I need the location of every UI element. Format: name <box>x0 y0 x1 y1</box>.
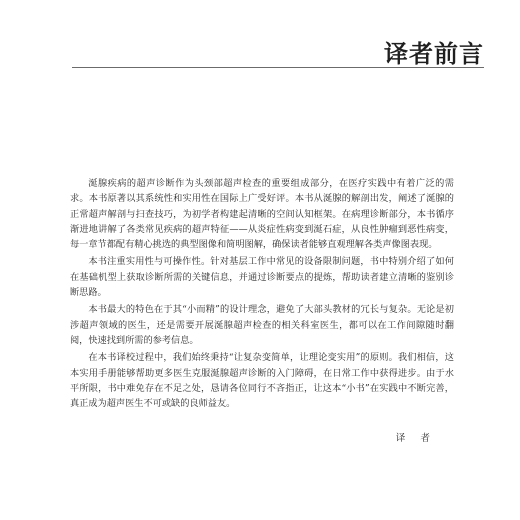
paragraph: 涎腺疾病的超声诊断作为头颈部超声检查的重要组成部分，在医疗实践中有着广泛的需求。本书原著以其系统性和实用性在国际上广受好评。本书从涎腺的解剖出发，阐述了涎腺的正常超声解剖与扫查技巧，为初学者构建起清晰的空间认知框架。在病理诊断部分，本书循序渐进地讲解了各类常见疾病的超声特征——从炎症性病变到涎石症，从良性肿瘤到恶性病变，每一章节都配有精心挑选的典型图像和简明图解，确保读者能够直观理解各类声像图表现。 <box>70 178 454 251</box>
page-title: 译者前言 <box>384 40 484 68</box>
paragraph: 在本书译校过程中，我们始终秉持“让复杂变简单，让理论变实用”的原则。我们相信，这本实用手册能够帮助更多医生克服涎腺超声诊断的入门障碍，在日常工作中获得进步。由于水平所限，书中难免存在不足之处，恳请各位同行不吝指正，让这本“小书”在实践中不断完善，真正成为超声医生不可或缺的良师益友。 <box>70 352 454 410</box>
preface-body <box>70 176 454 413</box>
paragraph: 本书最大的特色在于其“小而精”的设计理念，避免了大部头教材的冗长与复杂。无论是初涉超声领域的医生，还是需要开展涎腺超声检查的相关科室医生，都可以在工作间隙随时翻阅，快速找到所需的参考信息。 <box>70 304 454 346</box>
paragraph: 本书注重实用性与可操作性。针对基层工作中常见的设备限制问题，书中特别介绍了如何在基础机型上获取诊断所需的关键信息，并通过诊断要点的提炼，帮助读者建立清晰的鉴别诊断思路。 <box>70 256 454 299</box>
title-divider <box>72 67 484 68</box>
translator-signature: 译 者 <box>395 433 436 444</box>
